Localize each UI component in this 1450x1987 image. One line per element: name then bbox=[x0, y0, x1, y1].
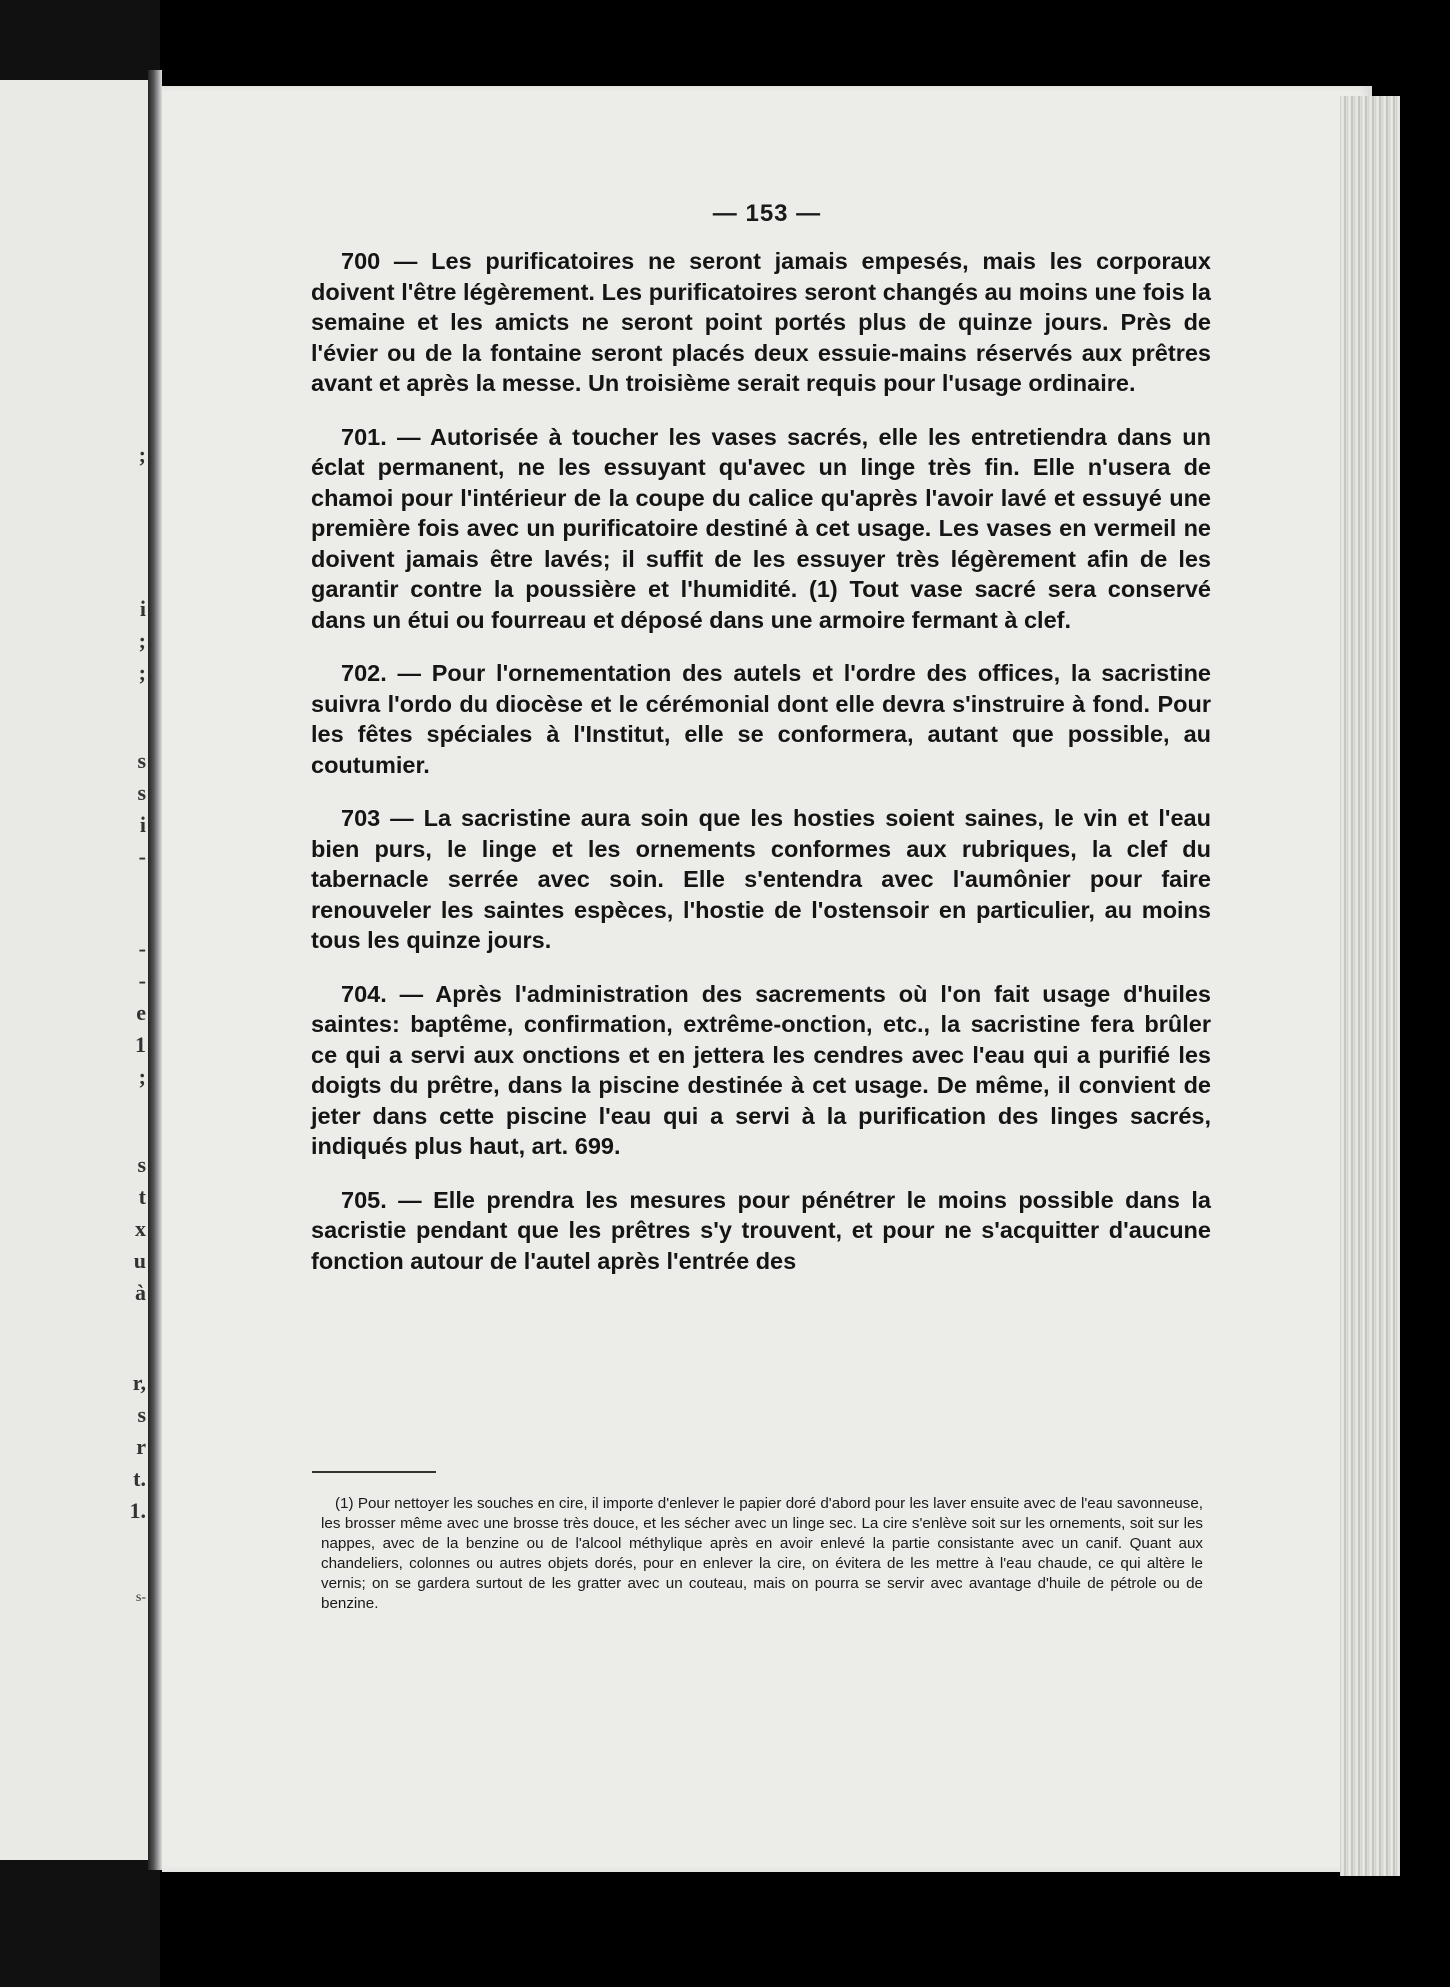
facing-page-edge bbox=[0, 80, 150, 1860]
article-703: 703 — La sacristine aura soin que les hosties soient saines, le vin et l'eau bien purs, le linge et les ornements conformes aux rubriques, la clef du tabernacle serrée avec soin. Elle s'entendra avec l'aumônier pour faire renouveler les saintes espèces, l'hostie de l'ostensoir en particulier, au moins tous les quinze jours. bbox=[311, 805, 1211, 953]
margin-fragment: ; bbox=[138, 1064, 146, 1089]
margin-fragment: t bbox=[138, 1184, 146, 1209]
page-stack-edge bbox=[1340, 96, 1400, 1876]
right-dark-strip bbox=[1400, 0, 1450, 1987]
margin-fragment: 1. bbox=[129, 1498, 146, 1523]
margin-fragment: - bbox=[138, 968, 146, 993]
margin-fragment: s bbox=[137, 1152, 146, 1177]
margin-fragment: x bbox=[135, 1216, 146, 1241]
page-body bbox=[311, 246, 1211, 1299]
article-702: 702. — Pour l'ornementation des autels et l'ordre des offices, la sacristine suivra l'ordo du diocèse et le cérémonial dont elle devra s'instruire à fond. Pour les fêtes spéciales à l'Institut, elle se conformera, autant que possible, au coutumier. bbox=[311, 660, 1211, 778]
margin-fragment: t. bbox=[133, 1466, 146, 1491]
facing-page-margin-fragments bbox=[116, 80, 146, 1860]
margin-fragment: r bbox=[136, 1434, 146, 1459]
page-number: — 153 — bbox=[712, 200, 822, 227]
margin-fragment: ; bbox=[138, 628, 146, 653]
margin-fragment: i bbox=[139, 812, 146, 837]
margin-fragment: r, bbox=[132, 1370, 146, 1395]
margin-fragment: s bbox=[137, 748, 146, 773]
margin-fragment: s bbox=[137, 780, 146, 805]
margin-fragment: s- bbox=[135, 1590, 146, 1605]
article-705: 705. — Elle prendra les mesures pour pénétrer le moins possible dans la sacristie pendant que les prêtres s'y trouvent, et pour ne s'acquitter d'aucune fonction autour de l'autel après l'entrée des bbox=[311, 1186, 1211, 1274]
margin-fragment: ; bbox=[138, 660, 146, 685]
margin-fragment: - bbox=[138, 936, 146, 961]
article-700: 700 — Les purificatoires ne seront jamais empesés, mais les corporaux doivent l'être légèrement. Les purificatoires seront changés au moins une fois la semaine et les amicts ne seront point portés plus de quinze jours. Près de l'évier ou de la fontaine seront placés deux essuie-mains réservés aux prêtres avant et après la messe. Un troisième serait requis pour l'usage ordinaire. bbox=[311, 248, 1211, 396]
footnote: (1) Pour nettoyer les souches en cire, il importe d'enlever le papier doré d'abord pour les laver ensuite avec de l'eau savonneuse, les brosser même avec une brosse très douce, et les sécher avec un linge sec. La cire s'enlève soit sur les ornements, soit sur les nappes, avec de la benzine ou de l'alcool méthylique après en avoir enlevé la partie consistante avec un canif. Quant aux chandeliers, colonnes ou autres objets dorés, pour en enlever la cire, on évitera de les mettre à l'eau chaude, ce qui altère le vernis; on se gardera surtout de les gratter avec un couteau, mais on pourra se servir avec avantage d'huile de pétrole ou de benzine. bbox=[321, 1495, 1203, 1612]
margin-fragment: à bbox=[135, 1280, 146, 1305]
margin-fragment: i bbox=[139, 596, 146, 621]
article-704: 704. — Après l'administration des sacrements où l'on fait usage d'huiles saintes: baptême, confirmation, extrême-onction, etc., la sacristine fera brûler ce qui a servi aux onctions et en jettera les cendres avec l'eau qui a purifié les doigts du prêtre, dans la piscine destinée à cet usage. De même, il convient de jeter dans cette piscine l'eau qui a servi à la purification des linges sacrés, indiqués plus haut, art. 699. bbox=[311, 980, 1211, 1159]
margin-fragment: e bbox=[136, 1000, 146, 1025]
margin-fragment: 1 bbox=[135, 1032, 146, 1057]
margin-fragment: u bbox=[133, 1248, 146, 1273]
article-701: 701. — Autorisée à toucher les vases sacrés, elle les entretiendra dans un éclat permanent, ne les essuyant qu'avec un linge très fin. Elle n'usera de chamoi pour l'intérieur de la coupe du calice qu'après l'avoir lavé et essuyé une première fois avec un purificatoire destiné à cet usage. Les vases en vermeil ne doivent jamais être lavés; il suffit de les essuyer très légèrement afin de les garantir contre la poussière et l'humidité. (1) Tout vase sacré sera conservé dans un étui ou fourreau et déposé dans une armoire fermant à clef. bbox=[311, 423, 1211, 633]
margin-fragment: s bbox=[137, 1402, 146, 1427]
margin-fragment: - bbox=[138, 844, 146, 869]
footnote-divider bbox=[312, 1471, 436, 1473]
margin-fragment: ; bbox=[138, 442, 146, 467]
scanned-page bbox=[162, 86, 1372, 1872]
book-gutter bbox=[148, 70, 162, 1870]
